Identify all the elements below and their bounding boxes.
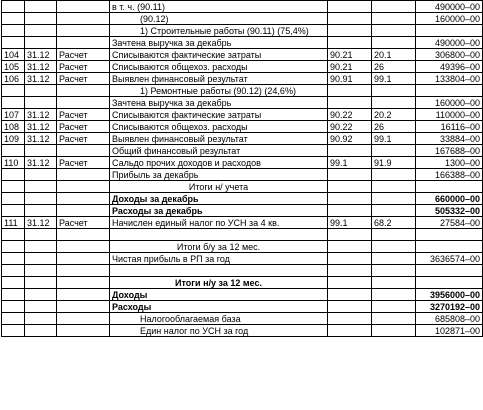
credit-account-cell: 91.9 (372, 157, 416, 169)
debit-account-cell (328, 277, 372, 289)
description-cell: Итоги б/у за 12 мес. (110, 241, 328, 253)
entry-date-cell (25, 25, 57, 37)
entry-number-cell (2, 25, 25, 37)
credit-account-cell (372, 205, 416, 217)
credit-account-cell: 68.2 (372, 217, 416, 229)
debit-account-cell (328, 37, 372, 49)
amount-cell: 490000–00 (416, 1, 483, 13)
description-cell: в т. ч. (90.11) (110, 1, 328, 13)
debit-account-cell: 90.21 (328, 61, 372, 73)
description-cell: Чистая прибыль в РП за год (110, 253, 328, 265)
credit-account-cell (372, 1, 416, 13)
amount-cell: 33884–00 (416, 133, 483, 145)
entry-date-cell (25, 289, 57, 301)
entry-date-cell (25, 37, 57, 49)
description-cell: Выявлен финансовый результат (110, 73, 328, 85)
description-cell: Итоги н/у за 12 мес. (110, 277, 328, 289)
credit-account-cell (372, 145, 416, 157)
debit-account-cell: 90.91 (328, 73, 372, 85)
amount-cell (416, 241, 483, 253)
description-cell: Расходы за декабрь (110, 205, 328, 217)
description-cell (110, 265, 328, 277)
ledger-body (2, 1, 483, 337)
amount-cell: 133804–00 (416, 73, 483, 85)
description-cell: 1) Ремонтные работы (90.12) (24,6%) (110, 85, 328, 97)
entry-date-cell (25, 265, 57, 277)
entry-number-cell (2, 301, 25, 313)
credit-account-cell: 99.1 (372, 133, 416, 145)
credit-account-cell (372, 85, 416, 97)
operation-type-cell (57, 181, 110, 193)
credit-account-cell: 20.1 (372, 49, 416, 61)
operation-type-cell: Расчет (57, 61, 110, 73)
table-row (2, 1, 483, 13)
debit-account-cell (328, 301, 372, 313)
credit-account-cell: 20.2 (372, 109, 416, 121)
debit-account-cell (328, 25, 372, 37)
credit-account-cell (372, 37, 416, 49)
table-row (2, 289, 483, 301)
amount-cell: 110000–00 (416, 109, 483, 121)
description-cell: Един налог по УСН за год (110, 325, 328, 337)
entry-number-cell: 106 (2, 73, 25, 85)
entry-number-cell (2, 205, 25, 217)
entry-date-cell (25, 193, 57, 205)
amount-cell (416, 277, 483, 289)
debit-account-cell (328, 85, 372, 97)
table-row (2, 49, 483, 61)
debit-account-cell (328, 181, 372, 193)
operation-type-cell (57, 301, 110, 313)
table-row (2, 133, 483, 145)
credit-account-cell (372, 181, 416, 193)
entry-number-cell (2, 37, 25, 49)
amount-cell: 16116–00 (416, 121, 483, 133)
credit-account-cell: 99.1 (372, 73, 416, 85)
operation-type-cell: Расчет (57, 121, 110, 133)
amount-cell: 49396–00 (416, 61, 483, 73)
credit-account-cell (372, 97, 416, 109)
operation-type-cell (57, 13, 110, 25)
entry-date-cell (25, 313, 57, 325)
entry-date-cell: 31.12 (25, 121, 57, 133)
table-row (2, 157, 483, 169)
table-row (2, 97, 483, 109)
entry-date-cell (25, 301, 57, 313)
entry-number-cell (2, 325, 25, 337)
credit-account-cell (372, 241, 416, 253)
debit-account-cell (328, 193, 372, 205)
entry-number-cell: 107 (2, 109, 25, 121)
description-cell: Доходы (110, 289, 328, 301)
table-row (2, 181, 483, 193)
operation-type-cell (57, 325, 110, 337)
operation-type-cell (57, 277, 110, 289)
entry-date-cell (25, 169, 57, 181)
operation-type-cell (57, 145, 110, 157)
table-row (2, 37, 483, 49)
entry-date-cell (25, 1, 57, 13)
debit-account-cell: 99.1 (328, 157, 372, 169)
entry-date-cell (25, 13, 57, 25)
entry-number-cell (2, 1, 25, 13)
credit-account-cell (372, 325, 416, 337)
operation-type-cell (57, 265, 110, 277)
amount-cell (416, 181, 483, 193)
amount-cell (416, 229, 483, 241)
debit-account-cell (328, 325, 372, 337)
operation-type-cell: Расчет (57, 217, 110, 229)
operation-type-cell (57, 313, 110, 325)
description-cell: 1) Строительные работы (90.11) (75,4%) (110, 25, 328, 37)
operation-type-cell: Расчет (57, 73, 110, 85)
operation-type-cell (57, 1, 110, 13)
credit-account-cell (372, 253, 416, 265)
description-cell (110, 229, 328, 241)
credit-account-cell (372, 13, 416, 25)
amount-cell: 306800–00 (416, 49, 483, 61)
debit-account-cell (328, 313, 372, 325)
table-row (2, 265, 483, 277)
table-row (2, 13, 483, 25)
operation-type-cell (57, 253, 110, 265)
amount-cell: 167688–00 (416, 145, 483, 157)
entry-date-cell: 31.12 (25, 61, 57, 73)
table-row (2, 205, 483, 217)
amount-cell: 685808–00 (416, 313, 483, 325)
debit-account-cell: 90.92 (328, 133, 372, 145)
debit-account-cell (328, 169, 372, 181)
credit-account-cell (372, 193, 416, 205)
description-cell: Прибыль за декабрь (110, 169, 328, 181)
amount-cell: 166388–00 (416, 169, 483, 181)
description-cell: Доходы за декабрь (110, 193, 328, 205)
credit-account-cell: 26 (372, 61, 416, 73)
entry-date-cell (25, 277, 57, 289)
table-row (2, 85, 483, 97)
table-row (2, 277, 483, 289)
entry-number-cell (2, 265, 25, 277)
credit-account-cell: 26 (372, 121, 416, 133)
debit-account-cell: 99.1 (328, 217, 372, 229)
credit-account-cell (372, 229, 416, 241)
amount-cell: 505332–00 (416, 205, 483, 217)
table-row (2, 301, 483, 313)
amount-cell: 3956000–00 (416, 289, 483, 301)
table-row (2, 241, 483, 253)
entry-date-cell: 31.12 (25, 157, 57, 169)
entry-number-cell (2, 85, 25, 97)
entry-number-cell: 111 (2, 217, 25, 229)
table-row (2, 253, 483, 265)
entry-number-cell (2, 97, 25, 109)
entry-date-cell: 31.12 (25, 133, 57, 145)
description-cell: Общий финансовый результат (110, 145, 328, 157)
entry-number-cell (2, 313, 25, 325)
amount-cell: 160000–00 (416, 13, 483, 25)
table-row (2, 121, 483, 133)
credit-account-cell (372, 169, 416, 181)
table-row (2, 193, 483, 205)
amount-cell: 660000–00 (416, 193, 483, 205)
operation-type-cell (57, 289, 110, 301)
credit-account-cell (372, 301, 416, 313)
operation-type-cell: Расчет (57, 49, 110, 61)
amount-cell (416, 265, 483, 277)
table-row (2, 25, 483, 37)
entry-number-cell: 109 (2, 133, 25, 145)
operation-type-cell: Расчет (57, 157, 110, 169)
entry-number-cell (2, 253, 25, 265)
description-cell: Зачтена выручка за декабрь (110, 37, 328, 49)
entry-number-cell (2, 241, 25, 253)
debit-account-cell (328, 265, 372, 277)
entry-date-cell (25, 145, 57, 157)
description-cell: (90.12) (110, 13, 328, 25)
entry-number-cell (2, 193, 25, 205)
amount-cell (416, 85, 483, 97)
entry-date-cell (25, 325, 57, 337)
credit-account-cell (372, 313, 416, 325)
debit-account-cell (328, 97, 372, 109)
debit-account-cell: 90.21 (328, 49, 372, 61)
description-cell: Списываются фактические затраты (110, 109, 328, 121)
credit-account-cell (372, 289, 416, 301)
entry-number-cell: 108 (2, 121, 25, 133)
description-cell: Выявлен финансовый результат (110, 133, 328, 145)
entry-date-cell (25, 241, 57, 253)
table-row (2, 61, 483, 73)
operation-type-cell (57, 169, 110, 181)
credit-account-cell (372, 25, 416, 37)
debit-account-cell (328, 1, 372, 13)
entry-date-cell (25, 85, 57, 97)
entry-number-cell (2, 169, 25, 181)
description-cell: Начислен единый налог по УСН за 4 кв. (110, 217, 328, 229)
table-row (2, 217, 483, 229)
amount-cell: 102871–00 (416, 325, 483, 337)
table-row (2, 229, 483, 241)
debit-account-cell (328, 241, 372, 253)
entry-number-cell (2, 289, 25, 301)
entry-date-cell (25, 253, 57, 265)
entry-date-cell: 31.12 (25, 217, 57, 229)
entry-number-cell: 110 (2, 157, 25, 169)
table-row (2, 325, 483, 337)
operation-type-cell: Расчет (57, 109, 110, 121)
debit-account-cell (328, 13, 372, 25)
operation-type-cell (57, 193, 110, 205)
description-cell: Списываются общехоз. расходы (110, 61, 328, 73)
table-row (2, 73, 483, 85)
description-cell: Расходы (110, 301, 328, 313)
debit-account-cell (328, 289, 372, 301)
amount-cell: 490000–00 (416, 37, 483, 49)
table-row (2, 169, 483, 181)
operation-type-cell (57, 229, 110, 241)
debit-account-cell (328, 229, 372, 241)
entry-number-cell (2, 13, 25, 25)
entry-number-cell: 105 (2, 61, 25, 73)
entry-number-cell (2, 145, 25, 157)
operation-type-cell (57, 85, 110, 97)
entry-date-cell (25, 181, 57, 193)
operation-type-cell (57, 97, 110, 109)
debit-account-cell: 90.22 (328, 109, 372, 121)
description-cell: Итоги н/ учета (110, 181, 328, 193)
operation-type-cell (57, 205, 110, 217)
amount-cell: 1300–00 (416, 157, 483, 169)
table-row (2, 109, 483, 121)
debit-account-cell (328, 253, 372, 265)
entry-date-cell: 31.12 (25, 109, 57, 121)
description-cell: Сальдо прочих доходов и расходов (110, 157, 328, 169)
amount-cell: 27584–00 (416, 217, 483, 229)
amount-cell: 3270192–00 (416, 301, 483, 313)
description-cell: Списываются фактические затраты (110, 49, 328, 61)
operation-type-cell (57, 37, 110, 49)
debit-account-cell (328, 145, 372, 157)
entry-number-cell (2, 181, 25, 193)
description-cell: Списываются общехоз. расходы (110, 121, 328, 133)
operation-type-cell: Расчет (57, 133, 110, 145)
entry-number-cell: 104 (2, 49, 25, 61)
description-cell: Налогооблагаемая база (110, 313, 328, 325)
description-cell: Зачтена выручка за декабрь (110, 97, 328, 109)
amount-cell: 160000–00 (416, 97, 483, 109)
table-row (2, 145, 483, 157)
operation-type-cell (57, 25, 110, 37)
debit-account-cell (328, 205, 372, 217)
debit-account-cell: 90.22 (328, 121, 372, 133)
entry-date-cell (25, 229, 57, 241)
entry-date-cell (25, 205, 57, 217)
credit-account-cell (372, 265, 416, 277)
entry-date-cell (25, 97, 57, 109)
entry-date-cell: 31.12 (25, 73, 57, 85)
credit-account-cell (372, 277, 416, 289)
table-row (2, 313, 483, 325)
operation-type-cell (57, 241, 110, 253)
amount-cell (416, 25, 483, 37)
ledger-table (1, 0, 483, 337)
amount-cell: 3636574–00 (416, 253, 483, 265)
entry-number-cell (2, 229, 25, 241)
entry-number-cell (2, 277, 25, 289)
entry-date-cell: 31.12 (25, 49, 57, 61)
